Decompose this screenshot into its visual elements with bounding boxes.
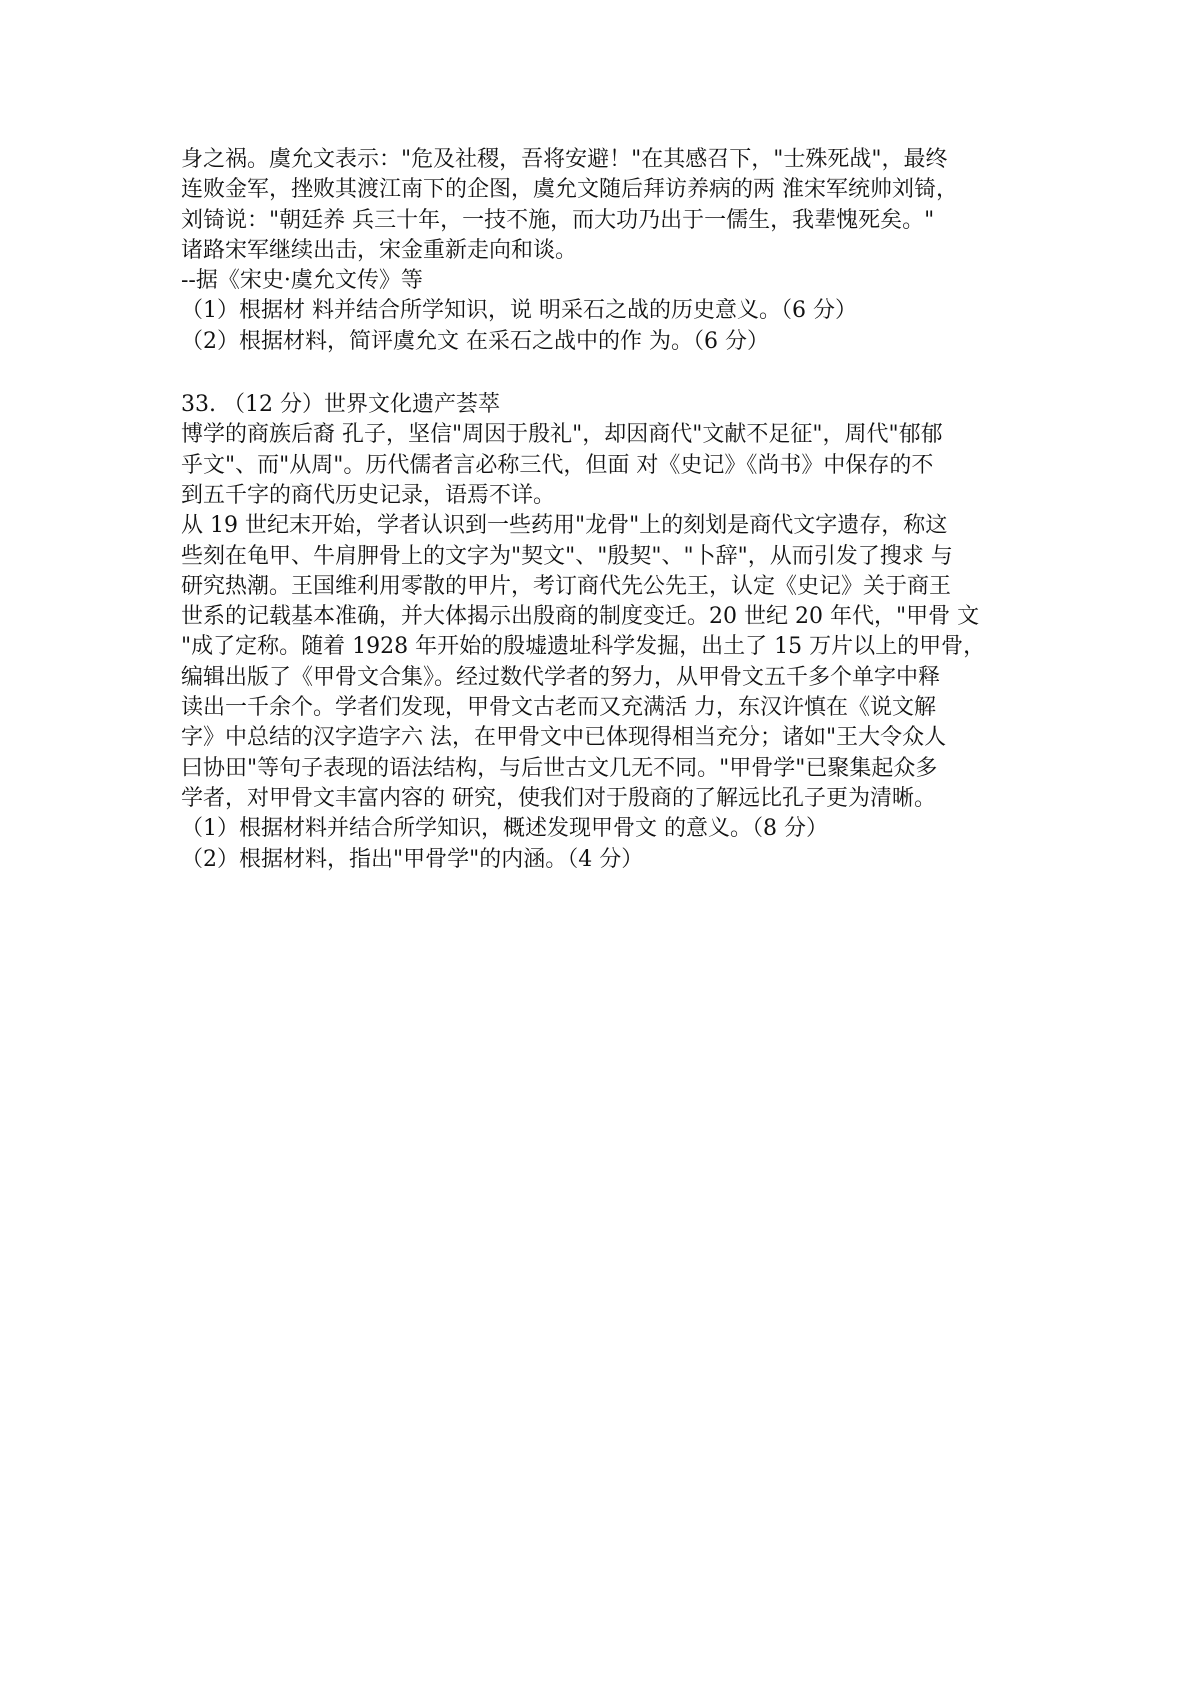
passage-line: 连败金军，挫败其渡江南下的企图，虞允文随后拜访养病的两 淮宋军统帅刘锜， (181, 177, 958, 203)
question-33-1: （1）根据材料并结合所学知识，概述发现甲骨文 的意义。（8 分） (181, 816, 828, 842)
passage-line: 研究热潮。王国维利用零散的甲片，考订商代先公先王，认定《史记》关于商王 (181, 573, 952, 599)
passage-line: "成了定称。随着 1928 年开始的殷墟遗址科学发掘，出土了 15 万片以上的甲骨， (181, 634, 986, 660)
passage-line: 字》中总结的汉字造字六 法，在甲骨文中已体现得相当充分；诸如"王大令众人 (181, 725, 947, 751)
passage-line: 从 19 世纪末开始，学者认识到一些药用"龙骨"上的刻划是商代文字遗存，称这 (181, 513, 948, 539)
passage-line: 学者，对甲骨文丰富内容的 研究，使我们对于殷商的了解远比孔子更为清晰。 (181, 785, 936, 811)
passage-line: 乎文"、而"从周"。历代儒者言必称三代，但面 对《史记》《尚书》中保存的不 (181, 452, 934, 478)
passage-line: 世系的记载基本准确，并大体揭示出殷商的制度变迁。20 世纪 20 年代，"甲骨 文 (181, 604, 980, 630)
passage-32 (181, 145, 1041, 266)
passage-line: 刘锜说："朝廷养 兵三十年，一技不施，而大功乃出于一儒生，我辈愧死矣。" (181, 207, 935, 233)
passage-line: 诸路宋军继续出击，宋金重新走向和谈。 (181, 237, 578, 263)
passage-line: 曰协田"等句子表现的语法结构，与后世古文几无不同。"甲骨学"已聚集起众多 (181, 755, 938, 781)
section-spacer (181, 357, 1041, 390)
document-body (181, 145, 1041, 875)
passage-line: 博学的商族后裔 孔子，坚信"周因于殷礼"，却因商代"文献不足征"，周代"郁郁 (181, 422, 943, 448)
passage-33 (181, 420, 1041, 814)
passage-line: 身之祸。虞允文表示："危及社稷，吾将安避！"在其感召下，"士殊死战"，最终 (181, 147, 948, 172)
question-33-2: （2）根据材料，指出"甲骨学"的内涵。（4 分） (181, 846, 644, 872)
section-heading-33: 33. （12 分）世界文化遗产荟萃 (181, 392, 500, 418)
question-32-1: （1）根据材 料并结合所学知识，说 明采石之战的历史意义。（6 分） (181, 298, 857, 324)
passage-line: 到五千字的商代历史记录，语焉不详。 (181, 482, 556, 508)
source-citation: --据《宋史·虞允文传》等 (181, 268, 423, 294)
passage-line: 读出一千余个。学者们发现，甲骨文古老而又充满活 力，东汉许慎在《说文解 (181, 695, 936, 721)
passage-line: 编辑出版了《甲骨文合集》。经过数代学者的努力，从甲骨文五千多个单字中释 (181, 664, 941, 690)
passage-line: 些刻在龟甲、牛肩胛骨上的文字为"契文"、"殷契"、"卜辞"，从而引发了搜求 与 (181, 543, 953, 569)
question-32-2: （2）根据材料，简评虞允文 在采石之战中的作 为。（6 分） (181, 328, 769, 354)
